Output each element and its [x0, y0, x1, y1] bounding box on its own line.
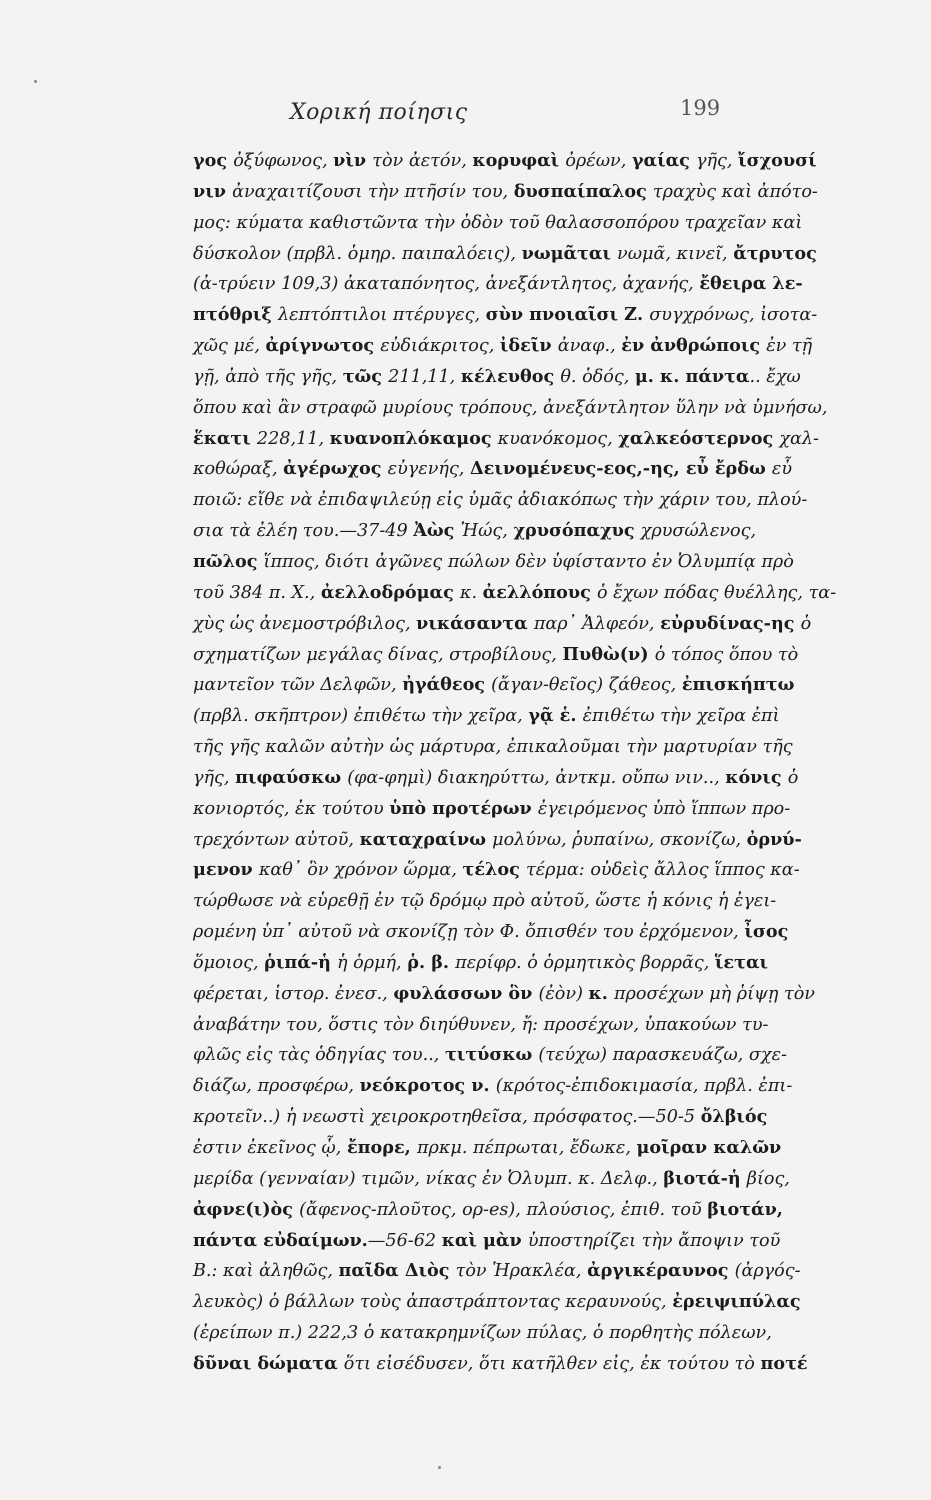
gloss-text: ἡ ὁρμή,: [337, 952, 408, 973]
gloss-text: συγχρόνως, ἰσοτα-: [649, 305, 818, 326]
gloss-text: ρομένη ὑπ᾽ αὐτοῦ νὰ σκονίζῃ τὸν Φ. ὄπισθέν του ἐρχόμενον,: [193, 922, 745, 943]
gloss-text: ὁ ἔχων πόδας θυέλλης, τα-: [596, 582, 837, 603]
lemma-term: καταχραίνω: [359, 828, 493, 850]
lemma-term: κ.: [588, 982, 614, 1004]
gloss-text: ἀναφ.,: [557, 336, 622, 357]
gloss-text: Β.: καὶ ἀληθῶς,: [193, 1261, 339, 1282]
lemma-term: εὐρυδίνας-ης: [660, 612, 801, 634]
text-line: [193, 917, 789, 948]
text-line: [193, 670, 795, 701]
gloss-text: ἐγειρόμενος ὑπὸ ἵππων προ-: [537, 798, 791, 819]
gloss-text: λεπτόπτιλοι πτέρυγες,: [277, 305, 486, 326]
running-head: Χορική ποίησις: [290, 100, 468, 125]
gloss-text: κονιορτός, ἐκ τούτου: [193, 798, 390, 819]
gloss-text: (ἄφενος-πλοῦτος, ορ-es), πλούσιος, ἐπιθ. τοῦ: [299, 1199, 708, 1220]
text-line: [193, 609, 812, 640]
gloss-text: ὁ τόπος ὅπου τὸ: [654, 644, 799, 665]
gloss-text: θ. ὁδός,: [560, 366, 635, 387]
text-line: [193, 701, 780, 732]
lemma-term: ἀρίγνωτος: [265, 335, 381, 357]
gloss-text: (ἐρείπων π.) 222,3 ὁ κατακρημνίζων πύλας, ὁ πορθητὴς πόλεων,: [193, 1323, 772, 1344]
text-line: [193, 485, 808, 516]
lemma-term: τιτύσκω: [444, 1044, 539, 1066]
gloss-text: (τεύχω) παρασκευάζω, σχε-: [538, 1045, 787, 1066]
lemma-term: ἔπορε,: [346, 1137, 417, 1158]
text-line: [193, 1318, 772, 1349]
lemma-term: ὀρνύ-: [746, 828, 802, 850]
gloss-text: μερίδα (γενναίαν) τιμῶν, νίκας ἐν Ὀλυμπ. κ. Δελφ.,: [193, 1168, 664, 1189]
lemma-term: καὶ μὰν: [441, 1229, 528, 1251]
gloss-text: ὀρέων,: [565, 151, 632, 171]
gloss-text: ὁ: [800, 613, 812, 634]
gloss-text: ὁ: [787, 767, 799, 788]
lemma-term: πῶλος: [193, 550, 264, 572]
gloss-text: μαντεῖον τῶν Δελφῶν,: [193, 675, 403, 696]
lemma-term: σὺν πνοιαῖσι Ζ.: [485, 304, 650, 326]
gloss-text: (ἐὸν): [538, 983, 589, 1004]
lemma-term: χρυσόπαχυς: [513, 520, 641, 542]
lemma-term: τῶς: [342, 365, 389, 387]
lemma-term: φυλάσσων ὃν: [393, 982, 539, 1004]
paper-speck: [34, 80, 37, 83]
lemma-term: ἐπισκήπτω: [681, 674, 795, 696]
lemma-term: ἐρειψιπύλας: [672, 1291, 801, 1313]
gloss-text: λευκὸς) ὁ βάλλων τοὺς ἀπαστράπτοντας κεραυνούς,: [193, 1292, 673, 1313]
paper-speck: [438, 1466, 441, 1469]
lemma-term: γαίας: [631, 150, 696, 171]
lemma-term: χαλκεόστερνος: [618, 427, 780, 449]
gloss-text: εὐγενής,: [387, 459, 470, 480]
lemma-term: Πυθὼ(ν): [562, 643, 655, 665]
text-line: [193, 454, 793, 485]
gloss-text: ἐστιν ἐκεῖνος ᾧ,: [193, 1138, 347, 1158]
lemma-term: δυσπαίπαλος: [513, 180, 653, 202]
lemma-term: πάντα εὐδαίμων.: [193, 1229, 368, 1251]
gloss-text: τὸν ἀετόν,: [372, 151, 473, 171]
gloss-text: σια τὰ ἐλέη του.—: [193, 521, 357, 542]
text-line: [193, 331, 813, 362]
gloss-text: περίφρ. ὁ ὁρμητικὸς βορρᾶς,: [455, 952, 715, 973]
lemma-term: βιοτά-ἡ: [663, 1167, 747, 1189]
text-line: [193, 1040, 787, 1071]
gloss-text: (φα-φημὶ) διακηρύττω, ἀντκμ. οὔπω νιν..,: [347, 767, 726, 788]
lemma-term: ὄλβιός: [700, 1106, 768, 1128]
gloss-text: ὀξύφωνος,: [233, 151, 334, 171]
gloss-text: (πρβλ. σκῆπτρον) ἐπιθέτω τὴν χεῖρα,: [193, 706, 529, 727]
text-line: [193, 208, 803, 239]
text-line: [193, 1071, 793, 1102]
gloss-text: ὅπου καὶ ἂν στραφῶ μυρίους τρόπους, ἀνεξάντλητον ὕλην νὰ ὑμνήσω,: [193, 397, 828, 418]
gloss-text: ἀναχαιτίζουσι τὴν πτῆσίν του,: [232, 181, 514, 202]
gloss-text: διάζω, προσφέρω,: [193, 1076, 360, 1097]
text-line: [193, 1287, 801, 1318]
lemma-term: ν.: [471, 1075, 496, 1097]
text-line: [193, 1195, 783, 1226]
gloss-text: τρεχόντων αὐτοῦ,: [193, 829, 360, 850]
lemma-term: πιφαύσκω: [235, 766, 348, 788]
lemma-term: Ἀὼς: [413, 520, 461, 542]
gloss-text: 37-49: [356, 521, 414, 542]
lemma-term: παῖδα Διὸς: [338, 1260, 456, 1282]
lemma-term: Δεινομένευς-εος,-ης,: [470, 458, 686, 480]
gloss-text: καθ᾽ ὃν χρόνον ὥρμα,: [258, 860, 463, 881]
lemma-term: ἶσος: [744, 921, 789, 943]
gloss-text: τέρμα: οὐδεὶς ἄλλος ἵππος κα-: [525, 860, 800, 881]
lemma-term: ἠγάθεος: [402, 674, 492, 696]
lemma-term: ἵεται: [714, 951, 769, 973]
gloss-text: (ἀργός-: [734, 1261, 801, 1282]
gloss-text: τῆς γῆς καλῶν αὐτὴν ὡς μάρτυρα, ἐπικαλοῦμαι τὴν μαρτυρίαν τῆς: [193, 737, 793, 758]
gloss-text: —56-62: [367, 1230, 442, 1251]
text-line: [193, 1102, 768, 1133]
text-line: [193, 794, 791, 825]
text-line: [193, 300, 818, 331]
gloss-text: σχηματίζων μεγάλας δίνας, στροβίλους,: [193, 644, 563, 665]
gloss-text: ὅτι εἰσέδυσεν, ὅτι κατῆλθεν εἰς, ἐκ τούτου τὸ: [343, 1353, 761, 1374]
gloss-text: ποιῶ: εἴθε νὰ ἐπιδαψιλεύῃ εἰς ὑμᾶς ἀδιακόπως τὴν χάριν του, πλού-: [193, 490, 808, 511]
text-line: [193, 516, 757, 547]
text-line: [193, 948, 769, 979]
gloss-text: παρ᾽ Ἀλφεόν,: [533, 613, 661, 634]
gloss-text: φλῶς εἰς τὰς ὁδηγίας του..,: [193, 1045, 445, 1066]
lemma-term: δῦναι δώματα: [193, 1352, 344, 1374]
lemma-term: γᾷ ἑ.: [528, 705, 583, 727]
gloss-text: 228,11,: [256, 428, 330, 449]
gloss-text: ὑποστηρίζει τὴν ἄποψιν τοῦ: [527, 1230, 781, 1251]
gloss-text: 50-5: [655, 1107, 701, 1128]
lemma-term: εὖ ἔρδω: [685, 458, 772, 480]
gloss-text: βίος,: [746, 1168, 790, 1189]
lemma-term: ἀφνε(ι)ὸς: [193, 1198, 300, 1220]
gloss-text: εὐδιάκριτος,: [380, 336, 500, 357]
lemma-term: κυανοπλόκαμος: [329, 427, 498, 449]
text-line: [193, 1226, 781, 1257]
lemma-term: κορυφαὶ: [472, 150, 566, 171]
text-line: [193, 424, 819, 455]
text-line: [193, 146, 817, 177]
lemma-term: νεόκροτος: [359, 1075, 472, 1097]
gloss-text: (ἀ-τρύειν 109,3) ἀκαταπόνητος, ἀνεξάντλητος, ἀχανής,: [193, 274, 700, 295]
gloss-text: τώρθωσε νὰ εὑρεθῇ ἐν τῷ δρόμῳ πρὸ αὐτοῦ, ὥστε ἡ κόνις ἡ ἐγει-: [193, 891, 777, 912]
gloss-text: χὺς ὡς ἀνεμοστρόβιλος,: [193, 613, 417, 634]
lemma-term: ἄτρυτος: [733, 242, 817, 264]
text-line: [193, 732, 793, 763]
text-line: [193, 578, 837, 609]
text-line: [193, 1164, 790, 1195]
gloss-text: φέρεται, ἱστορ. ἐνεσ.,: [193, 983, 394, 1004]
lemma-term: μοῖραν καλῶν: [636, 1137, 782, 1158]
lemma-term: ἕκατι: [193, 427, 257, 449]
text-line: [193, 393, 828, 424]
lemma-term: κόνις: [725, 766, 788, 788]
text-line: [193, 855, 800, 886]
lemma-term: ῥ. β.: [407, 951, 456, 973]
body-text: [193, 146, 837, 1380]
lemma-term: ἀελλοδρόμας: [320, 581, 460, 603]
text-line: [193, 763, 799, 794]
gloss-text: γῆς,: [695, 151, 739, 171]
gloss-text: χαλ-: [779, 428, 819, 449]
gloss-text: νωμᾶ, κινεῖ,: [617, 243, 734, 264]
text-line: [193, 1133, 782, 1164]
gloss-text: ἵππος, διότι ἀγῶνες πώλων δὲν ὑφίσταντο ἐν Ὀλυμπίᾳ πρὸ: [263, 551, 794, 572]
gloss-text: πρκμ. πέπρωται, ἔδωκε,: [416, 1138, 637, 1158]
lemma-term: ἀελλόπους: [482, 581, 597, 603]
text-line: [193, 886, 777, 917]
gloss-text: ἐν τῇ: [766, 336, 813, 357]
lemma-term: κέλευθος: [460, 365, 561, 387]
lemma-term: ἀγέρωχος: [283, 458, 388, 480]
lemma-term: νικάσαντα: [416, 612, 534, 634]
lemma-term: ῥιπά-ἡ: [264, 951, 338, 973]
lemma-term: ποτέ: [760, 1352, 808, 1374]
gloss-text: τὸν Ἡρακλέα,: [455, 1261, 588, 1282]
lemma-term: βιοτάν,: [707, 1198, 783, 1220]
text-line: [193, 239, 817, 270]
lemma-term: νιν: [193, 180, 233, 202]
text-line: [193, 640, 799, 671]
lemma-term: ἀργικέραυνος: [587, 1260, 735, 1282]
lemma-term: μ. κ. πάντα: [634, 365, 750, 387]
text-line: [193, 1010, 769, 1041]
gloss-text: .. ἔχω: [749, 366, 801, 387]
lemma-term: μενον: [193, 859, 259, 881]
gloss-text: μολύνω, ῥυπαίνω, σκονίζω,: [492, 829, 747, 850]
gloss-text: Ἠώς,: [460, 521, 514, 542]
lemma-term: πτόθριξ: [193, 304, 278, 326]
lemma-term: ἰδεῖν: [499, 335, 558, 357]
gloss-text: κοθώραξ,: [193, 459, 284, 480]
lemma-term: ὑπὸ προτέρων: [389, 797, 538, 819]
lemma-term: ἐν ἀνθρώποις: [621, 335, 767, 357]
gloss-text: κ.: [459, 582, 483, 603]
gloss-text: προσέχων μὴ ῥίψῃ τὸν: [613, 983, 815, 1004]
gloss-text: εὖ: [771, 459, 793, 480]
lemma-term: νὶν: [333, 150, 373, 171]
gloss-text: μος: κύματα καθιστῶντα τὴν ὁδὸν τοῦ θαλασσοπόρου τραχεῖαν καὶ: [193, 212, 803, 233]
text-line: [193, 177, 818, 208]
gloss-text: γῆς,: [193, 767, 236, 788]
text-line: [193, 1256, 801, 1287]
gloss-text: 211,11,: [388, 366, 461, 387]
gloss-text: γῇ, ἀπὸ τῆς γῆς,: [193, 366, 343, 387]
gloss-text: ἀναβάτην του, ὅστις τὸν διηύθυνεν, ἤ: προσέχων, ὑπακούων τυ-: [193, 1014, 769, 1035]
gloss-text: χρυσώλενος,: [640, 521, 757, 542]
gloss-text: δύσκολον (πρβλ. ὁμηρ. παιπαλόεις),: [193, 243, 522, 264]
lemma-term: γος: [193, 150, 234, 171]
lemma-term: νωμᾶται: [521, 242, 618, 264]
lemma-term: ἴσχουσί: [738, 150, 817, 171]
gloss-text: τραχὺς καὶ ἀπότο-: [652, 181, 818, 202]
text-line: [193, 269, 803, 300]
gloss-text: ἐπιθέτω τὴν χεῖρα ἐπὶ: [582, 706, 780, 727]
page-number: 199: [680, 96, 721, 120]
lemma-term: τέλος: [462, 859, 526, 881]
text-line: [193, 362, 801, 393]
text-line: [193, 547, 794, 578]
gloss-text: κυανόκομος,: [497, 428, 619, 449]
text-line: [193, 825, 802, 856]
gloss-text: (κρότος-ἐπιδοκιμασία, πρβλ. ἐπι-: [495, 1076, 793, 1097]
text-line: [193, 1349, 808, 1380]
gloss-text: χῶς μέ,: [193, 336, 266, 357]
text-line: [193, 979, 815, 1010]
gloss-text: κροτεῖν..) ἡ νεωστὶ χειροκροτηθεῖσα, πρόσφατος.—: [193, 1107, 656, 1128]
lemma-term: ἔθειρα λε-: [699, 273, 803, 295]
gloss-text: ὅμοιος,: [193, 952, 265, 973]
gloss-text: τοῦ 384 π. Χ.,: [193, 582, 321, 603]
gloss-text: (ἄγαν-θεῖος) ζάθεος,: [491, 675, 682, 696]
